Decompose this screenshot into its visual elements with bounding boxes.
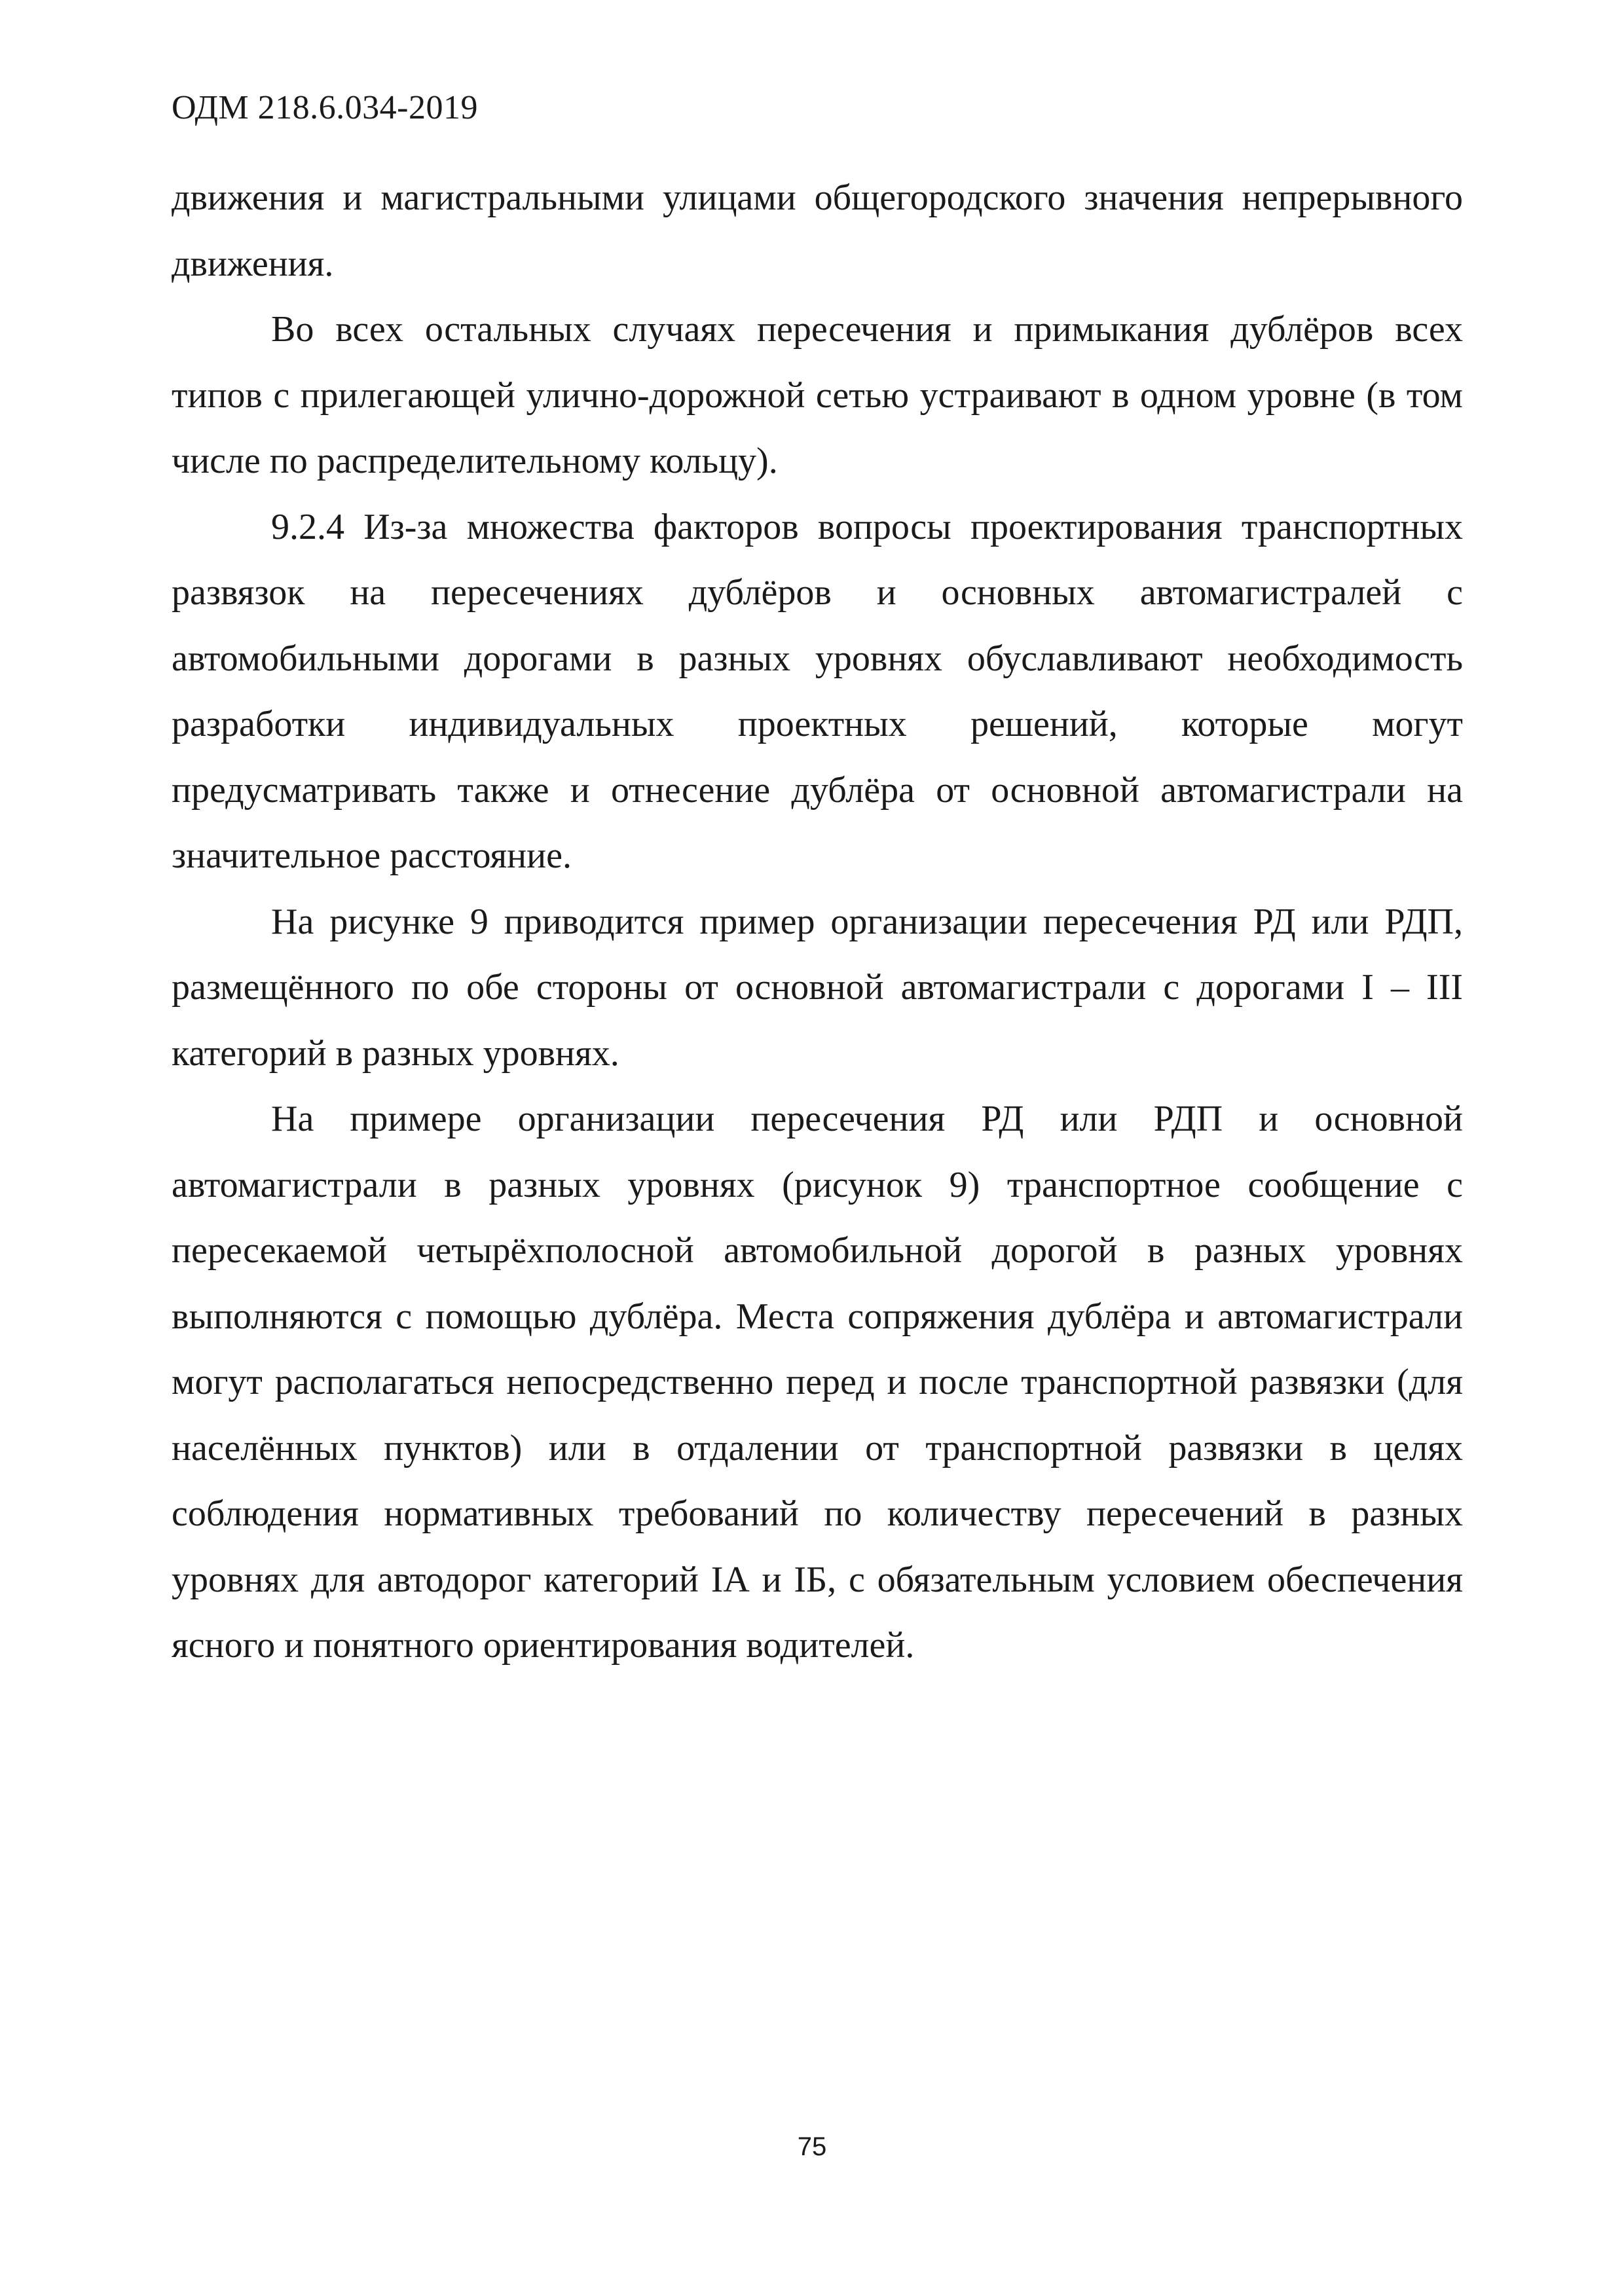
paragraph: На рисунке 9 приводится пример организации пересечения РД или РДП, размещённого по обе стороны от основной автомагистрали с дорогами I – III категорий в разных уровнях. — [172, 901, 1463, 1074]
document-code-header: ОДМ 218.6.034-2019 — [172, 89, 478, 126]
page-number: 75 — [797, 2132, 827, 2161]
paragraph: На примере организации пересечения РД или РДП и основной автомагистрали в разных уровнях (рисунок 9) транспортное сообщение с пересекаемой четырёхполосной автомобильной дорогой в разных уровнях выполняются с помощью дублёра. Места сопряжения дублёра и автомагистрали могут располагаться непосредственно перед и после транспортной развязки (для населённых пунктов) или в отдалении от транспортной развязки в целях соблюдения нормативных требований по количеству пересечений в разных уровнях для автодорог категорий IА и IБ, с обязательным условием обеспечения ясного и понятного ориентирования водителей. — [172, 1099, 1463, 1666]
document-body — [172, 165, 1463, 1679]
paragraph-continuation: движения и магистральными улицами общегородского значения непрерывного движения. — [172, 177, 1463, 284]
paragraph: Во всех остальных случаях пересечения и примыкания дублёров всех типов с прилегающей улично-дорожной сетью устраивают в одном уровне (в том числе по распределительному кольцу). — [172, 309, 1463, 481]
paragraph-section-9-2-4: 9.2.4 Из-за множества факторов вопросы проектирования транспортных развязок на пересечениях дублёров и основных автомагистралей с автомобильными дорогами в разных уровнях обуславливают необходимость разработки индивидуальных проектных решений, которые могут предусматривать также и отнесение дублёра от основной автомагистрали на значительное расстояние. — [172, 506, 1463, 876]
